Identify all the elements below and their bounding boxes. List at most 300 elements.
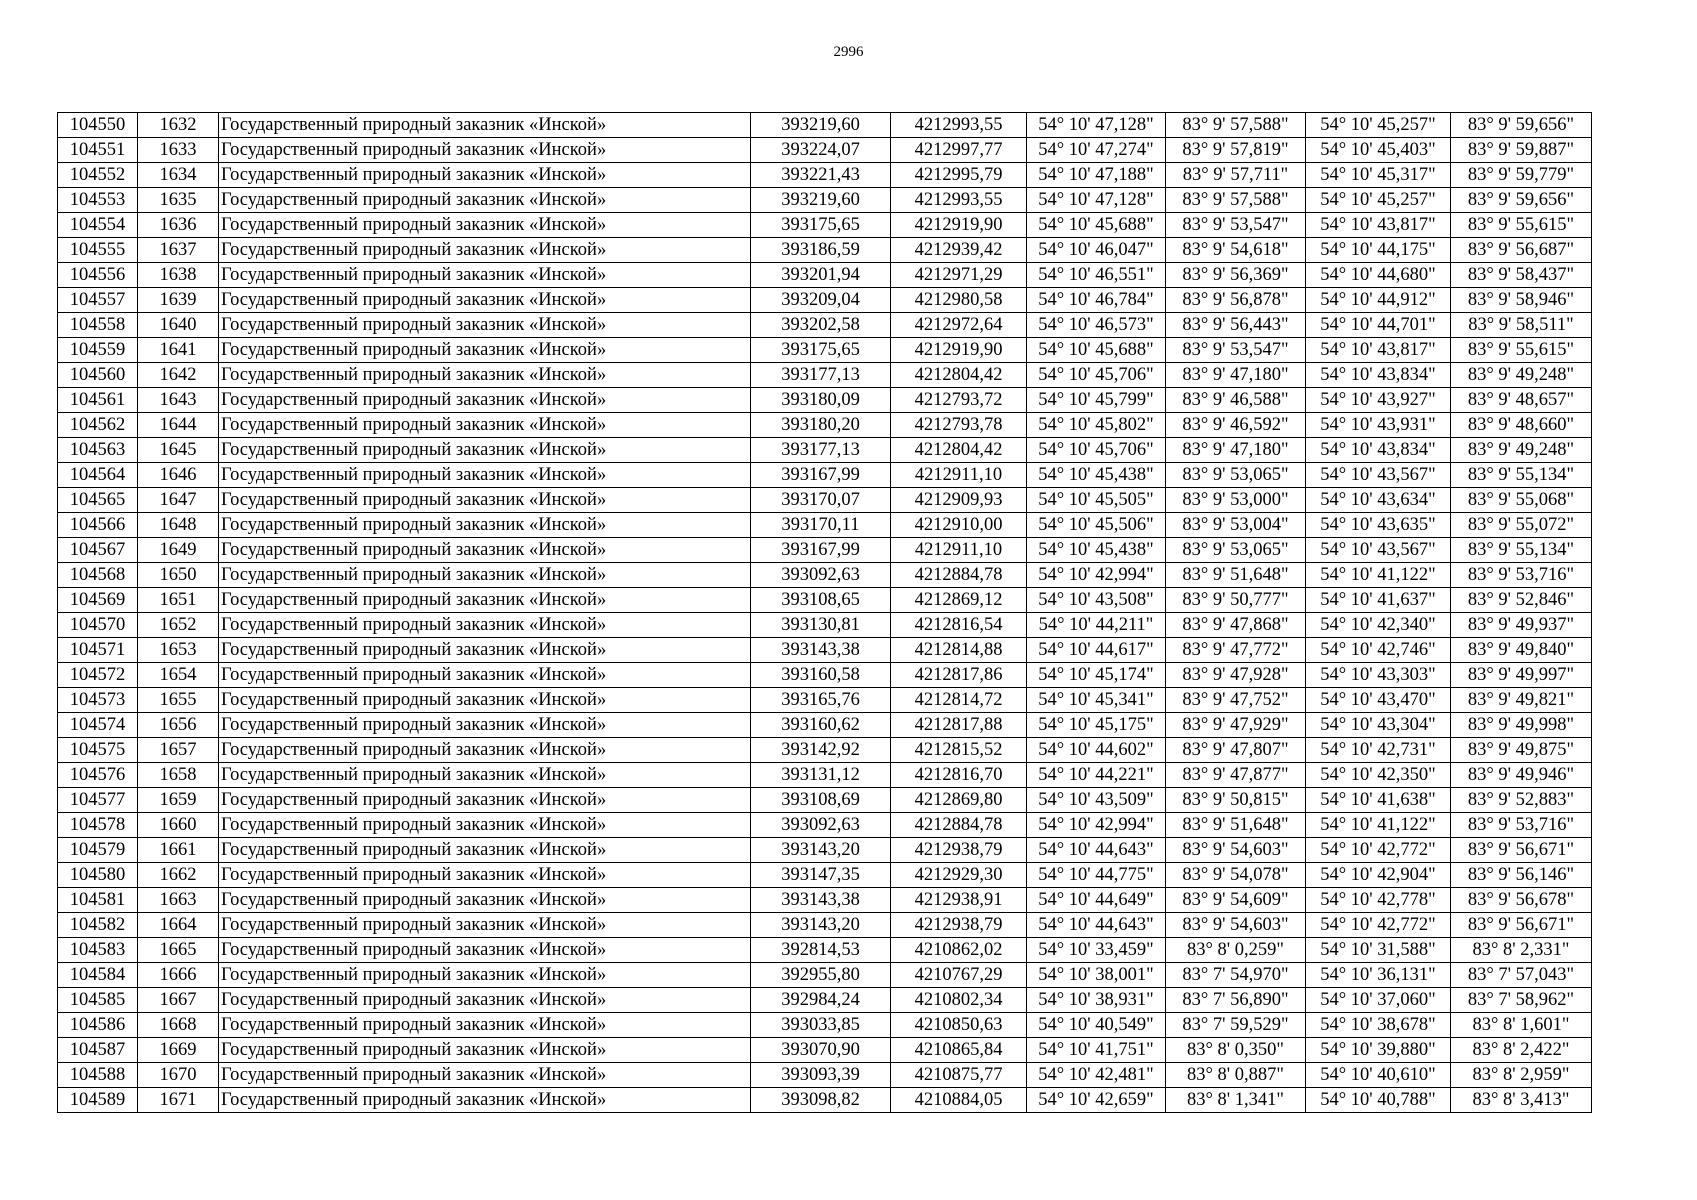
record-id-cell: 104560 bbox=[58, 363, 138, 388]
object-name-cell: Государственный природный заказник «Инской» bbox=[219, 863, 751, 888]
record-id-cell: 104576 bbox=[58, 763, 138, 788]
record-id-cell: 104556 bbox=[58, 263, 138, 288]
latitude-1-cell: 54° 10' 44,602" bbox=[1027, 738, 1166, 763]
x-coordinate-cell: 392955,80 bbox=[751, 963, 891, 988]
object-name-cell: Государственный природный заказник «Инской» bbox=[219, 738, 751, 763]
point-number-cell: 1665 bbox=[138, 938, 219, 963]
point-number-cell: 1657 bbox=[138, 738, 219, 763]
latitude-2-cell: 54° 10' 38,678" bbox=[1306, 1013, 1451, 1038]
point-number-cell: 1659 bbox=[138, 788, 219, 813]
latitude-1-cell: 54° 10' 46,047" bbox=[1027, 238, 1166, 263]
object-name-cell: Государственный природный заказник «Инской» bbox=[219, 313, 751, 338]
point-number-cell: 1646 bbox=[138, 463, 219, 488]
record-id-cell: 104582 bbox=[58, 913, 138, 938]
longitude-1-cell: 83° 9' 57,588" bbox=[1166, 113, 1306, 138]
x-coordinate-cell: 393147,35 bbox=[751, 863, 891, 888]
object-name-cell: Государственный природный заказник «Инской» bbox=[219, 163, 751, 188]
latitude-1-cell: 54° 10' 42,994" bbox=[1027, 563, 1166, 588]
longitude-2-cell: 83° 9' 55,068" bbox=[1451, 488, 1592, 513]
x-coordinate-cell: 393143,20 bbox=[751, 838, 891, 863]
record-id-cell: 104574 bbox=[58, 713, 138, 738]
table-row bbox=[58, 563, 1592, 588]
object-name-cell: Государственный природный заказник «Инской» bbox=[219, 713, 751, 738]
y-coordinate-cell: 4212911,10 bbox=[891, 463, 1027, 488]
table-row bbox=[58, 588, 1592, 613]
latitude-2-cell: 54° 10' 42,778" bbox=[1306, 888, 1451, 913]
table-row bbox=[58, 138, 1592, 163]
object-name-cell: Государственный природный заказник «Инской» bbox=[219, 838, 751, 863]
record-id-cell: 104552 bbox=[58, 163, 138, 188]
record-id-cell: 104575 bbox=[58, 738, 138, 763]
longitude-1-cell: 83° 9' 47,180" bbox=[1166, 438, 1306, 463]
longitude-2-cell: 83° 8' 2,422" bbox=[1451, 1038, 1592, 1063]
x-coordinate-cell: 392814,53 bbox=[751, 938, 891, 963]
longitude-2-cell: 83° 9' 49,946" bbox=[1451, 763, 1592, 788]
latitude-1-cell: 54° 10' 42,481" bbox=[1027, 1063, 1166, 1088]
longitude-2-cell: 83° 7' 58,962" bbox=[1451, 988, 1592, 1013]
object-name-cell: Государственный природный заказник «Инской» bbox=[219, 788, 751, 813]
y-coordinate-cell: 4212938,79 bbox=[891, 838, 1027, 863]
record-id-cell: 104579 bbox=[58, 838, 138, 863]
latitude-1-cell: 54° 10' 44,617" bbox=[1027, 638, 1166, 663]
latitude-1-cell: 54° 10' 46,784" bbox=[1027, 288, 1166, 313]
x-coordinate-cell: 393202,58 bbox=[751, 313, 891, 338]
point-number-cell: 1656 bbox=[138, 713, 219, 738]
object-name-cell: Государственный природный заказник «Инской» bbox=[219, 938, 751, 963]
latitude-2-cell: 54° 10' 44,701" bbox=[1306, 313, 1451, 338]
x-coordinate-cell: 393177,13 bbox=[751, 363, 891, 388]
object-name-cell: Государственный природный заказник «Инской» bbox=[219, 388, 751, 413]
latitude-2-cell: 54° 10' 43,834" bbox=[1306, 363, 1451, 388]
longitude-2-cell: 83° 9' 49,997" bbox=[1451, 663, 1592, 688]
y-coordinate-cell: 4212997,77 bbox=[891, 138, 1027, 163]
table-row bbox=[58, 338, 1592, 363]
latitude-2-cell: 54° 10' 43,567" bbox=[1306, 463, 1451, 488]
longitude-1-cell: 83° 7' 59,529" bbox=[1166, 1013, 1306, 1038]
latitude-2-cell: 54° 10' 43,927" bbox=[1306, 388, 1451, 413]
record-id-cell: 104562 bbox=[58, 413, 138, 438]
longitude-2-cell: 83° 9' 59,656" bbox=[1451, 113, 1592, 138]
latitude-1-cell: 54° 10' 43,509" bbox=[1027, 788, 1166, 813]
object-name-cell: Государственный природный заказник «Инской» bbox=[219, 488, 751, 513]
latitude-1-cell: 54° 10' 47,128" bbox=[1027, 113, 1166, 138]
table-row bbox=[58, 788, 1592, 813]
latitude-2-cell: 54° 10' 41,122" bbox=[1306, 563, 1451, 588]
y-coordinate-cell: 4212919,90 bbox=[891, 213, 1027, 238]
latitude-2-cell: 54° 10' 43,817" bbox=[1306, 213, 1451, 238]
longitude-2-cell: 83° 9' 56,671" bbox=[1451, 913, 1592, 938]
x-coordinate-cell: 393180,20 bbox=[751, 413, 891, 438]
object-name-cell: Государственный природный заказник «Инской» bbox=[219, 663, 751, 688]
latitude-2-cell: 54° 10' 45,403" bbox=[1306, 138, 1451, 163]
latitude-2-cell: 54° 10' 42,746" bbox=[1306, 638, 1451, 663]
longitude-1-cell: 83° 8' 0,259" bbox=[1166, 938, 1306, 963]
x-coordinate-cell: 393167,99 bbox=[751, 463, 891, 488]
point-number-cell: 1653 bbox=[138, 638, 219, 663]
latitude-2-cell: 54° 10' 43,470" bbox=[1306, 688, 1451, 713]
longitude-1-cell: 83° 7' 54,970" bbox=[1166, 963, 1306, 988]
longitude-1-cell: 83° 8' 0,350" bbox=[1166, 1038, 1306, 1063]
y-coordinate-cell: 4212929,30 bbox=[891, 863, 1027, 888]
longitude-1-cell: 83° 9' 46,592" bbox=[1166, 413, 1306, 438]
longitude-2-cell: 83° 9' 55,134" bbox=[1451, 538, 1592, 563]
longitude-2-cell: 83° 9' 49,937" bbox=[1451, 613, 1592, 638]
longitude-2-cell: 83° 9' 49,840" bbox=[1451, 638, 1592, 663]
latitude-2-cell: 54° 10' 43,303" bbox=[1306, 663, 1451, 688]
y-coordinate-cell: 4212938,79 bbox=[891, 913, 1027, 938]
object-name-cell: Государственный природный заказник «Инской» bbox=[219, 438, 751, 463]
point-number-cell: 1650 bbox=[138, 563, 219, 588]
latitude-1-cell: 54° 10' 41,751" bbox=[1027, 1038, 1166, 1063]
longitude-2-cell: 83° 9' 52,883" bbox=[1451, 788, 1592, 813]
record-id-cell: 104553 bbox=[58, 188, 138, 213]
latitude-2-cell: 54° 10' 39,880" bbox=[1306, 1038, 1451, 1063]
record-id-cell: 104563 bbox=[58, 438, 138, 463]
x-coordinate-cell: 393160,58 bbox=[751, 663, 891, 688]
longitude-2-cell: 83° 9' 48,660" bbox=[1451, 413, 1592, 438]
object-name-cell: Государственный природный заказник «Инской» bbox=[219, 113, 751, 138]
longitude-2-cell: 83° 9' 56,687" bbox=[1451, 238, 1592, 263]
longitude-1-cell: 83° 9' 54,603" bbox=[1166, 838, 1306, 863]
y-coordinate-cell: 4212817,86 bbox=[891, 663, 1027, 688]
longitude-2-cell: 83° 9' 58,946" bbox=[1451, 288, 1592, 313]
longitude-1-cell: 83° 7' 56,890" bbox=[1166, 988, 1306, 1013]
record-id-cell: 104587 bbox=[58, 1038, 138, 1063]
latitude-1-cell: 54° 10' 42,659" bbox=[1027, 1088, 1166, 1113]
object-name-cell: Государственный природный заказник «Инской» bbox=[219, 288, 751, 313]
latitude-1-cell: 54° 10' 47,274" bbox=[1027, 138, 1166, 163]
object-name-cell: Государственный природный заказник «Инской» bbox=[219, 338, 751, 363]
latitude-2-cell: 54° 10' 42,904" bbox=[1306, 863, 1451, 888]
y-coordinate-cell: 4210802,34 bbox=[891, 988, 1027, 1013]
latitude-2-cell: 54° 10' 43,304" bbox=[1306, 713, 1451, 738]
longitude-2-cell: 83° 9' 49,248" bbox=[1451, 363, 1592, 388]
latitude-2-cell: 54° 10' 44,175" bbox=[1306, 238, 1451, 263]
longitude-2-cell: 83° 9' 59,779" bbox=[1451, 163, 1592, 188]
latitude-2-cell: 54° 10' 43,931" bbox=[1306, 413, 1451, 438]
longitude-1-cell: 83° 9' 54,078" bbox=[1166, 863, 1306, 888]
x-coordinate-cell: 393108,65 bbox=[751, 588, 891, 613]
longitude-2-cell: 83° 9' 56,678" bbox=[1451, 888, 1592, 913]
x-coordinate-cell: 393143,20 bbox=[751, 913, 891, 938]
longitude-1-cell: 83° 9' 57,711" bbox=[1166, 163, 1306, 188]
longitude-2-cell: 83° 9' 49,248" bbox=[1451, 438, 1592, 463]
longitude-1-cell: 83° 9' 53,004" bbox=[1166, 513, 1306, 538]
y-coordinate-cell: 4212869,12 bbox=[891, 588, 1027, 613]
x-coordinate-cell: 393143,38 bbox=[751, 888, 891, 913]
record-id-cell: 104584 bbox=[58, 963, 138, 988]
record-id-cell: 104554 bbox=[58, 213, 138, 238]
y-coordinate-cell: 4212884,78 bbox=[891, 813, 1027, 838]
x-coordinate-cell: 393033,85 bbox=[751, 1013, 891, 1038]
y-coordinate-cell: 4212817,88 bbox=[891, 713, 1027, 738]
longitude-2-cell: 83° 9' 53,716" bbox=[1451, 563, 1592, 588]
longitude-2-cell: 83° 9' 48,657" bbox=[1451, 388, 1592, 413]
y-coordinate-cell: 4212980,58 bbox=[891, 288, 1027, 313]
latitude-1-cell: 54° 10' 45,174" bbox=[1027, 663, 1166, 688]
point-number-cell: 1637 bbox=[138, 238, 219, 263]
point-number-cell: 1651 bbox=[138, 588, 219, 613]
table-row bbox=[58, 638, 1592, 663]
record-id-cell: 104559 bbox=[58, 338, 138, 363]
x-coordinate-cell: 393219,60 bbox=[751, 188, 891, 213]
longitude-1-cell: 83° 9' 57,588" bbox=[1166, 188, 1306, 213]
table-row bbox=[58, 113, 1592, 138]
record-id-cell: 104583 bbox=[58, 938, 138, 963]
x-coordinate-cell: 393186,59 bbox=[751, 238, 891, 263]
object-name-cell: Государственный природный заказник «Инской» bbox=[219, 813, 751, 838]
table-row bbox=[58, 413, 1592, 438]
latitude-1-cell: 54° 10' 44,649" bbox=[1027, 888, 1166, 913]
x-coordinate-cell: 393221,43 bbox=[751, 163, 891, 188]
point-number-cell: 1645 bbox=[138, 438, 219, 463]
point-number-cell: 1643 bbox=[138, 388, 219, 413]
table-row bbox=[58, 1063, 1592, 1088]
y-coordinate-cell: 4212919,90 bbox=[891, 338, 1027, 363]
latitude-2-cell: 54° 10' 41,122" bbox=[1306, 813, 1451, 838]
longitude-2-cell: 83° 9' 52,846" bbox=[1451, 588, 1592, 613]
table-row bbox=[58, 463, 1592, 488]
object-name-cell: Государственный природный заказник «Инской» bbox=[219, 638, 751, 663]
table-row bbox=[58, 438, 1592, 463]
x-coordinate-cell: 393092,63 bbox=[751, 563, 891, 588]
y-coordinate-cell: 4212909,93 bbox=[891, 488, 1027, 513]
x-coordinate-cell: 393201,94 bbox=[751, 263, 891, 288]
longitude-1-cell: 83° 9' 53,000" bbox=[1166, 488, 1306, 513]
table-row bbox=[58, 288, 1592, 313]
latitude-2-cell: 54° 10' 43,567" bbox=[1306, 538, 1451, 563]
latitude-2-cell: 54° 10' 45,257" bbox=[1306, 188, 1451, 213]
point-number-cell: 1648 bbox=[138, 513, 219, 538]
table-row bbox=[58, 863, 1592, 888]
latitude-1-cell: 54° 10' 46,551" bbox=[1027, 263, 1166, 288]
y-coordinate-cell: 4212814,88 bbox=[891, 638, 1027, 663]
point-number-cell: 1633 bbox=[138, 138, 219, 163]
longitude-1-cell: 83° 9' 51,648" bbox=[1166, 563, 1306, 588]
object-name-cell: Государственный природный заказник «Инской» bbox=[219, 463, 751, 488]
table-row bbox=[58, 663, 1592, 688]
latitude-2-cell: 54° 10' 42,340" bbox=[1306, 613, 1451, 638]
table-row bbox=[58, 988, 1592, 1013]
point-number-cell: 1664 bbox=[138, 913, 219, 938]
table-row bbox=[58, 188, 1592, 213]
record-id-cell: 104571 bbox=[58, 638, 138, 663]
latitude-1-cell: 54° 10' 45,706" bbox=[1027, 363, 1166, 388]
table-row bbox=[58, 488, 1592, 513]
object-name-cell: Государственный природный заказник «Инской» bbox=[219, 413, 751, 438]
latitude-2-cell: 54° 10' 43,834" bbox=[1306, 438, 1451, 463]
y-coordinate-cell: 4210875,77 bbox=[891, 1063, 1027, 1088]
object-name-cell: Государственный природный заказник «Инской» bbox=[219, 1088, 751, 1113]
x-coordinate-cell: 393167,99 bbox=[751, 538, 891, 563]
x-coordinate-cell: 393070,90 bbox=[751, 1038, 891, 1063]
record-id-cell: 104558 bbox=[58, 313, 138, 338]
record-id-cell: 104568 bbox=[58, 563, 138, 588]
table-row bbox=[58, 763, 1592, 788]
x-coordinate-cell: 393170,07 bbox=[751, 488, 891, 513]
y-coordinate-cell: 4210767,29 bbox=[891, 963, 1027, 988]
latitude-1-cell: 54° 10' 42,994" bbox=[1027, 813, 1166, 838]
longitude-2-cell: 83° 8' 2,959" bbox=[1451, 1063, 1592, 1088]
latitude-1-cell: 54° 10' 46,573" bbox=[1027, 313, 1166, 338]
latitude-1-cell: 54° 10' 47,128" bbox=[1027, 188, 1166, 213]
x-coordinate-cell: 393131,12 bbox=[751, 763, 891, 788]
object-name-cell: Государственный природный заказник «Инской» bbox=[219, 888, 751, 913]
y-coordinate-cell: 4212993,55 bbox=[891, 113, 1027, 138]
longitude-1-cell: 83° 9' 47,752" bbox=[1166, 688, 1306, 713]
object-name-cell: Государственный природный заказник «Инской» bbox=[219, 688, 751, 713]
latitude-1-cell: 54° 10' 44,643" bbox=[1027, 838, 1166, 863]
point-number-cell: 1636 bbox=[138, 213, 219, 238]
longitude-1-cell: 83° 9' 54,609" bbox=[1166, 888, 1306, 913]
latitude-2-cell: 54° 10' 42,350" bbox=[1306, 763, 1451, 788]
y-coordinate-cell: 4212869,80 bbox=[891, 788, 1027, 813]
latitude-1-cell: 54° 10' 40,549" bbox=[1027, 1013, 1166, 1038]
point-number-cell: 1666 bbox=[138, 963, 219, 988]
latitude-2-cell: 54° 10' 45,317" bbox=[1306, 163, 1451, 188]
point-number-cell: 1649 bbox=[138, 538, 219, 563]
table-row bbox=[58, 838, 1592, 863]
longitude-1-cell: 83° 9' 54,603" bbox=[1166, 913, 1306, 938]
longitude-1-cell: 83° 9' 47,180" bbox=[1166, 363, 1306, 388]
latitude-1-cell: 54° 10' 38,931" bbox=[1027, 988, 1166, 1013]
object-name-cell: Государственный природный заказник «Инской» bbox=[219, 963, 751, 988]
point-number-cell: 1642 bbox=[138, 363, 219, 388]
latitude-2-cell: 54° 10' 45,257" bbox=[1306, 113, 1451, 138]
y-coordinate-cell: 4210884,05 bbox=[891, 1088, 1027, 1113]
x-coordinate-cell: 393098,82 bbox=[751, 1088, 891, 1113]
table-row bbox=[58, 313, 1592, 338]
object-name-cell: Государственный природный заказник «Инской» bbox=[219, 913, 751, 938]
record-id-cell: 104581 bbox=[58, 888, 138, 913]
table-row bbox=[58, 1088, 1592, 1113]
y-coordinate-cell: 4210850,63 bbox=[891, 1013, 1027, 1038]
object-name-cell: Государственный природный заказник «Инской» bbox=[219, 563, 751, 588]
latitude-1-cell: 54° 10' 38,001" bbox=[1027, 963, 1166, 988]
y-coordinate-cell: 4212993,55 bbox=[891, 188, 1027, 213]
table-row bbox=[58, 513, 1592, 538]
object-name-cell: Государственный природный заказник «Инской» bbox=[219, 363, 751, 388]
latitude-1-cell: 54° 10' 44,221" bbox=[1027, 763, 1166, 788]
longitude-1-cell: 83° 9' 50,777" bbox=[1166, 588, 1306, 613]
object-name-cell: Государственный природный заказник «Инской» bbox=[219, 613, 751, 638]
record-id-cell: 104585 bbox=[58, 988, 138, 1013]
point-number-cell: 1654 bbox=[138, 663, 219, 688]
latitude-1-cell: 54° 10' 43,508" bbox=[1027, 588, 1166, 613]
longitude-1-cell: 83° 9' 47,772" bbox=[1166, 638, 1306, 663]
table-row bbox=[58, 713, 1592, 738]
table-row bbox=[58, 213, 1592, 238]
longitude-2-cell: 83° 9' 55,072" bbox=[1451, 513, 1592, 538]
object-name-cell: Государственный природный заказник «Инской» bbox=[219, 988, 751, 1013]
table-row bbox=[58, 813, 1592, 838]
longitude-1-cell: 83° 8' 1,341" bbox=[1166, 1088, 1306, 1113]
y-coordinate-cell: 4210862,02 bbox=[891, 938, 1027, 963]
point-number-cell: 1647 bbox=[138, 488, 219, 513]
longitude-1-cell: 83° 9' 56,369" bbox=[1166, 263, 1306, 288]
record-id-cell: 104566 bbox=[58, 513, 138, 538]
x-coordinate-cell: 393177,13 bbox=[751, 438, 891, 463]
latitude-2-cell: 54° 10' 41,637" bbox=[1306, 588, 1451, 613]
latitude-1-cell: 54° 10' 45,438" bbox=[1027, 538, 1166, 563]
latitude-2-cell: 54° 10' 40,788" bbox=[1306, 1088, 1451, 1113]
y-coordinate-cell: 4212793,72 bbox=[891, 388, 1027, 413]
point-number-cell: 1667 bbox=[138, 988, 219, 1013]
longitude-2-cell: 83° 8' 2,331" bbox=[1451, 938, 1592, 963]
x-coordinate-cell: 393130,81 bbox=[751, 613, 891, 638]
point-number-cell: 1640 bbox=[138, 313, 219, 338]
record-id-cell: 104589 bbox=[58, 1088, 138, 1113]
point-number-cell: 1632 bbox=[138, 113, 219, 138]
point-number-cell: 1658 bbox=[138, 763, 219, 788]
longitude-1-cell: 83° 9' 47,929" bbox=[1166, 713, 1306, 738]
point-number-cell: 1655 bbox=[138, 688, 219, 713]
y-coordinate-cell: 4212910,00 bbox=[891, 513, 1027, 538]
latitude-2-cell: 54° 10' 44,680" bbox=[1306, 263, 1451, 288]
record-id-cell: 104557 bbox=[58, 288, 138, 313]
latitude-2-cell: 54° 10' 40,610" bbox=[1306, 1063, 1451, 1088]
longitude-2-cell: 83° 9' 49,821" bbox=[1451, 688, 1592, 713]
latitude-1-cell: 54° 10' 45,688" bbox=[1027, 338, 1166, 363]
latitude-1-cell: 54° 10' 45,706" bbox=[1027, 438, 1166, 463]
table-row bbox=[58, 1038, 1592, 1063]
x-coordinate-cell: 393093,39 bbox=[751, 1063, 891, 1088]
table-row bbox=[58, 1013, 1592, 1038]
latitude-2-cell: 54° 10' 42,772" bbox=[1306, 838, 1451, 863]
record-id-cell: 104564 bbox=[58, 463, 138, 488]
record-id-cell: 104572 bbox=[58, 663, 138, 688]
x-coordinate-cell: 393142,92 bbox=[751, 738, 891, 763]
point-number-cell: 1635 bbox=[138, 188, 219, 213]
y-coordinate-cell: 4212816,70 bbox=[891, 763, 1027, 788]
latitude-1-cell: 54° 10' 45,802" bbox=[1027, 413, 1166, 438]
latitude-2-cell: 54° 10' 36,131" bbox=[1306, 963, 1451, 988]
x-coordinate-cell: 393175,65 bbox=[751, 338, 891, 363]
x-coordinate-cell: 393209,04 bbox=[751, 288, 891, 313]
longitude-1-cell: 83° 9' 54,618" bbox=[1166, 238, 1306, 263]
longitude-2-cell: 83° 9' 59,656" bbox=[1451, 188, 1592, 213]
longitude-1-cell: 83° 9' 53,547" bbox=[1166, 213, 1306, 238]
y-coordinate-cell: 4212814,72 bbox=[891, 688, 1027, 713]
longitude-2-cell: 83° 8' 3,413" bbox=[1451, 1088, 1592, 1113]
x-coordinate-cell: 393092,63 bbox=[751, 813, 891, 838]
y-coordinate-cell: 4212995,79 bbox=[891, 163, 1027, 188]
object-name-cell: Государственный природный заказник «Инской» bbox=[219, 238, 751, 263]
point-number-cell: 1671 bbox=[138, 1088, 219, 1113]
point-number-cell: 1670 bbox=[138, 1063, 219, 1088]
object-name-cell: Государственный природный заказник «Инской» bbox=[219, 513, 751, 538]
y-coordinate-cell: 4212971,29 bbox=[891, 263, 1027, 288]
latitude-2-cell: 54° 10' 44,912" bbox=[1306, 288, 1451, 313]
record-id-cell: 104561 bbox=[58, 388, 138, 413]
record-id-cell: 104555 bbox=[58, 238, 138, 263]
latitude-1-cell: 54° 10' 45,438" bbox=[1027, 463, 1166, 488]
longitude-1-cell: 83° 9' 47,807" bbox=[1166, 738, 1306, 763]
longitude-2-cell: 83° 8' 1,601" bbox=[1451, 1013, 1592, 1038]
object-name-cell: Государственный природный заказник «Инской» bbox=[219, 763, 751, 788]
table-row bbox=[58, 888, 1592, 913]
object-name-cell: Государственный природный заказник «Инской» bbox=[219, 538, 751, 563]
y-coordinate-cell: 4212911,10 bbox=[891, 538, 1027, 563]
point-number-cell: 1660 bbox=[138, 813, 219, 838]
x-coordinate-cell: 393160,62 bbox=[751, 713, 891, 738]
record-id-cell: 104580 bbox=[58, 863, 138, 888]
latitude-1-cell: 54° 10' 45,799" bbox=[1027, 388, 1166, 413]
latitude-2-cell: 54° 10' 31,588" bbox=[1306, 938, 1451, 963]
x-coordinate-cell: 393165,76 bbox=[751, 688, 891, 713]
table-row bbox=[58, 263, 1592, 288]
object-name-cell: Государственный природный заказник «Инской» bbox=[219, 263, 751, 288]
